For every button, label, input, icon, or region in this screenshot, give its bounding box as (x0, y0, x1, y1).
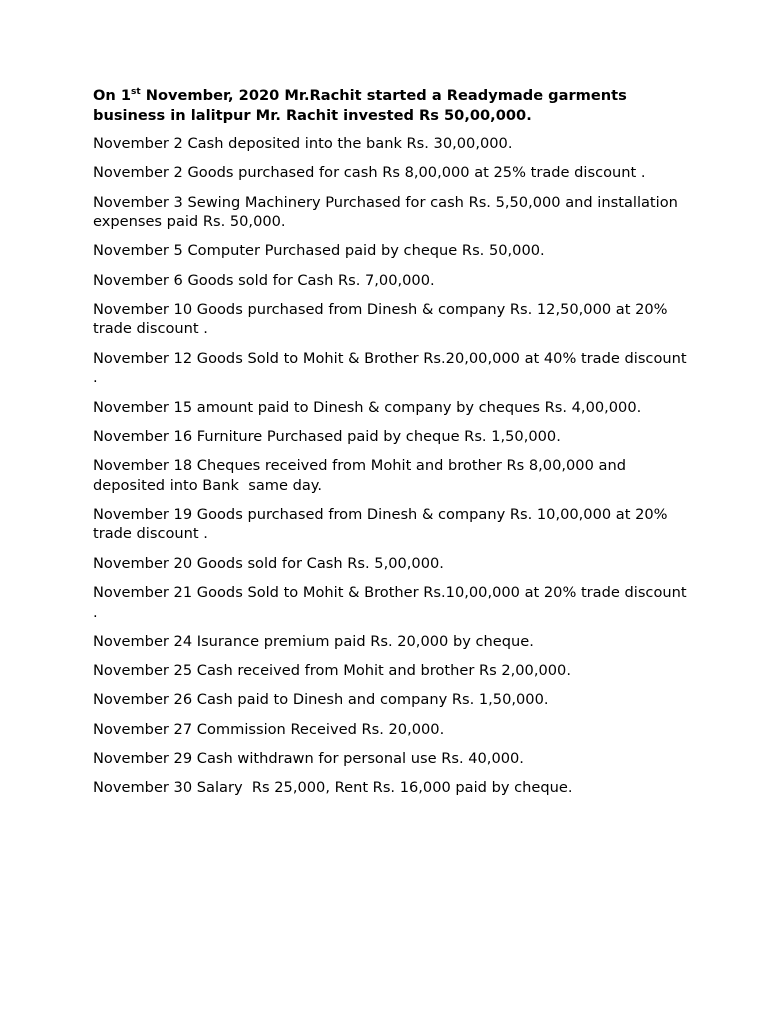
transaction-entry: November 29 Cash withdrawn for personal use Rs. 40,000. (93, 750, 524, 768)
heading-superscript: st (131, 87, 141, 97)
transaction-entry: November 19 Goods purchased from Dinesh & company Rs. 10,00,000 at 20% trade discount . (93, 505, 673, 543)
transaction-list (93, 134, 693, 798)
transaction-entry: November 16 Furniture Purchased paid by cheque Rs. 1,50,000. (93, 427, 561, 445)
transaction-entry: November 24 Isurance premium paid Rs. 20,000 by cheque. (93, 632, 534, 650)
transaction-entry: November 10 Goods purchased from Dinesh & company Rs. 12,50,000 at 20% trade discount . (93, 300, 673, 338)
document-page (93, 86, 693, 808)
transaction-entry: November 26 Cash paid to Dinesh and company Rs. 1,50,000. (93, 691, 549, 709)
transaction-entry: November 18 Cheques received from Mohit and brother Rs 8,00,000 and deposited into Bank same day. (93, 457, 631, 494)
transaction-entry: November 21 Goods Sold to Mohit & Brother Rs.10,00,000 at 20% trade discount . (93, 584, 692, 621)
transaction-entry: November 25 Cash received from Mohit and brother Rs 2,00,000. (93, 662, 571, 680)
transaction-entry: November 27 Commission Received Rs. 20,000. (93, 720, 445, 738)
transaction-entry: November 2 Goods purchased for cash Rs 8,00,000 at 25% trade discount . (93, 164, 646, 182)
transaction-entry: November 2 Cash deposited into the bank Rs. 30,00,000. (93, 135, 513, 152)
transaction-entry: November 20 Goods sold for Cash Rs. 5,00,000. (93, 554, 444, 572)
transaction-entry: November 15 amount paid to Dinesh & company by cheques Rs. 4,00,000. (93, 398, 642, 416)
heading-prefix: On 1 (93, 87, 132, 104)
transaction-entry: November 6 Goods sold for Cash Rs. 7,00,000. (93, 271, 435, 289)
transaction-entry: November 12 Goods Sold to Mohit & Brother Rs.20,00,000 at 40% trade discount . (93, 349, 692, 387)
document-heading (93, 86, 693, 125)
transaction-entry: November 3 Sewing Machinery Purchased for cash Rs. 5,50,000 and installation expenses paid Rs. 50,000. (93, 193, 683, 231)
transaction-entry: November 30 Salary Rs 25,000, Rent Rs. 16,000 paid by cheque. (93, 779, 573, 797)
heading-rest: November, 2020 Mr.Rachit started a Readymade garments business in lalitpur Mr. Rachit invested Rs 50,00,000. (93, 87, 627, 124)
transaction-entry: November 5 Computer Purchased paid by cheque Rs. 50,000. (93, 242, 545, 260)
